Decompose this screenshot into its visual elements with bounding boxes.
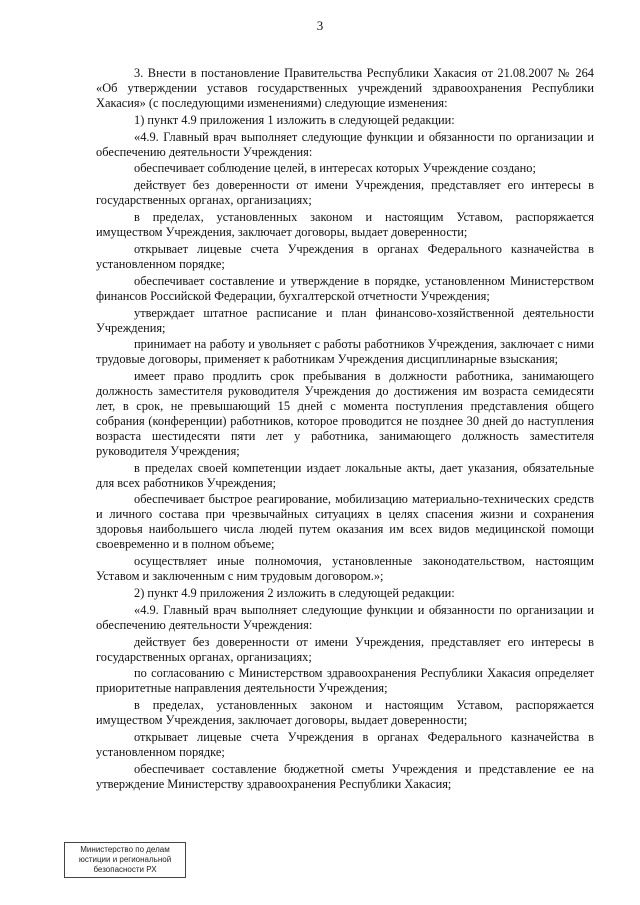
stamp-line: юстиции и региональной xyxy=(78,855,172,864)
paragraph: 1) пункт 4.9 приложения 1 изложить в следующей редакции: xyxy=(134,112,455,127)
page-number: 3 xyxy=(316,18,324,33)
paragraph: 3. Внести в постановление Правительства Республики Хакасия от 21.08.2007 № 264 «Об утверждении уставов государственных учреждений здравоохранения Республики Хакасия» (с последующими изменениями) следующие изменения: xyxy=(96,66,594,110)
paragraph: действует без доверенности от имени Учреждения, представляет его интересы в государственных органах, организациях; xyxy=(96,634,594,664)
paragraph: действует без доверенности от имени Учреждения, представляет его интересы в государственных органах, организациях; xyxy=(96,178,594,208)
paragraph: в пределах, установленных законом и настоящим Уставом, распоряжается имуществом Учреждения, заключает договоры, выдает доверенности; xyxy=(96,210,594,240)
paragraph: принимает на работу и увольняет с работы работников Учреждения, заключает с ними трудовые договоры, применяет к работникам Учреждения дисциплинарные взыскания; xyxy=(96,337,594,367)
ministry-stamp xyxy=(64,842,186,878)
paragraph: обеспечивает быстрое реагирование, мобилизацию материально-технических средств и личного состава при чрезвычайных ситуациях в целях спасения жизни и сохранения здоровья наибольшего числа людей путем оказания им всех видов медицинской помощи своевременно и в полном объеме; xyxy=(96,492,594,552)
stamp-line: безопасности РХ xyxy=(93,865,157,874)
paragraph: обеспечивает составление и утверждение в порядке, установленном Министерством финансов Российской Федерации, бухгалтерской отчетности Учреждения; xyxy=(96,273,594,303)
paragraph: в пределах своей компетенции издает локальные акты, дает указания, обязательные для всех работников Учреждения; xyxy=(96,460,594,490)
paragraph: «4.9. Главный врач выполняет следующие функции и обязанности по организации и обеспечению деятельности Учреждения: xyxy=(96,602,594,632)
paragraph: имеет право продлить срок пребывания в должности работника, занимающего должность заместителя руководителя Учреждения до достижения им возраста семидесяти лет, в срок, не превышающий 15 дней с момента поступления представления общего собрания (конференции) работников, которое проводится не позднее 30 дней до наступления возраста шестидесяти пяти лет у работника, занимающего должность заместителя руководителя Учреждения; xyxy=(96,369,594,458)
paragraph: осуществляет иные полномочия, установленные законодательством, настоящим Уставом и заключенным с ним трудовым договором.»; xyxy=(96,554,594,583)
stamp-line: Министерство по делам xyxy=(80,845,170,854)
paragraph: обеспечивает соблюдение целей, в интересах которых Учреждение создано; xyxy=(134,161,536,176)
paragraph: 2) пункт 4.9 приложения 2 изложить в следующей редакции: xyxy=(134,585,455,600)
paragraph: открывает лицевые счета Учреждения в органах Федерального казначейства в установленном порядке; xyxy=(96,241,594,271)
paragraph: по согласованию с Министерством здравоохранения Республики Хакасия определяет приоритетные направления деятельности Учреждения; xyxy=(96,666,594,696)
paragraph: утверждает штатное расписание и план финансово-хозяйственной деятельности Учреждения; xyxy=(96,305,594,335)
paragraph: «4.9. Главный врач выполняет следующие функции и обязанности по организации и обеспечению деятельности Учреждения: xyxy=(96,129,594,159)
document-body xyxy=(96,66,594,794)
paragraph: в пределах, установленных законом и настоящим Уставом, распоряжается имуществом Учреждения, заключает договоры, выдает доверенности; xyxy=(96,698,594,728)
paragraph: обеспечивает составление бюджетной сметы Учреждения и представление ее на утверждение Министерству здравоохранения Республики Хакасия; xyxy=(96,761,594,791)
paragraph: открывает лицевые счета Учреждения в органах Федерального казначейства в установленном порядке; xyxy=(96,730,594,759)
